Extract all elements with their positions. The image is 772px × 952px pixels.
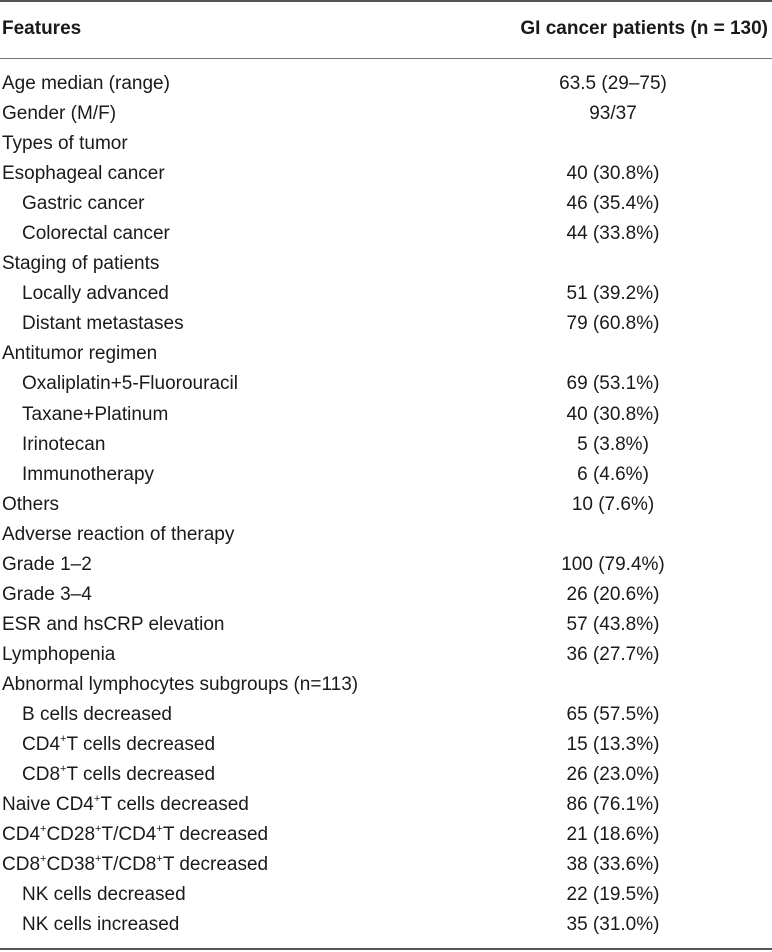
row-label: Oxaliplatin+5-Fluorouracil — [22, 373, 238, 395]
row-label: Age median (range) — [2, 73, 170, 94]
row-label: Others — [2, 493, 60, 515]
row-label: Grade 1–2 — [2, 553, 92, 575]
table-row — [0, 850, 772, 880]
row-value: 40 (30.8%) — [566, 163, 660, 185]
superscript-plus: + — [60, 762, 67, 775]
table-row — [0, 490, 772, 520]
row-value: 51 (39.2%) — [566, 283, 660, 305]
table-row — [0, 820, 772, 850]
table-row — [0, 610, 772, 640]
table-row — [0, 249, 772, 279]
table-row — [0, 219, 772, 249]
table-row — [0, 400, 772, 430]
table-row — [0, 580, 772, 610]
row-label: ESR and hsCRP elevation — [2, 613, 225, 635]
row-value: 10 (7.6%) — [571, 493, 655, 515]
row-label: Adverse reaction of therapy — [2, 523, 235, 545]
row-label: Taxane+Platinum — [22, 403, 169, 425]
row-label: Staging of patients — [2, 253, 160, 275]
header-rule — [0, 58, 772, 59]
row-value: 65 (57.5%) — [566, 703, 660, 725]
table-row — [0, 670, 772, 700]
row-label: NK cells increased — [22, 914, 180, 936]
row-label: NK cells decreased — [22, 884, 186, 906]
row-value: 93/37 — [589, 103, 637, 125]
table-row — [0, 339, 772, 369]
row-value: 35 (31.0%) — [566, 914, 660, 936]
row-label: CD8+T cells decreased — [22, 762, 216, 786]
table-row — [0, 189, 772, 219]
superscript-plus: + — [156, 822, 163, 835]
row-label: Antitumor regimen — [2, 343, 158, 365]
row-label: Gastric cancer — [22, 193, 145, 215]
row-label: Esophageal cancer — [2, 163, 165, 185]
row-value: 40 (30.8%) — [566, 403, 660, 425]
row-value: 38 (33.6%) — [566, 854, 660, 876]
table-row — [0, 159, 772, 189]
row-label: Immunotherapy — [22, 463, 155, 485]
table-row — [0, 550, 772, 580]
row-value: 15 (13.3%) — [566, 734, 660, 756]
table-row — [0, 760, 772, 790]
table-row — [0, 640, 772, 670]
table-row — [0, 520, 772, 550]
top-rule — [0, 0, 772, 2]
row-label: Types of tumor — [2, 133, 128, 155]
table-row — [0, 880, 772, 910]
row-label: Distant metastases — [22, 313, 184, 335]
table-row — [0, 910, 772, 940]
bottom-rule — [0, 948, 772, 950]
row-value: 57 (43.8%) — [566, 613, 660, 635]
row-label: Lymphopenia — [2, 643, 116, 665]
table-row — [0, 430, 772, 460]
superscript-plus: + — [93, 792, 101, 805]
row-value: 63.5 (29–75) — [559, 73, 667, 94]
row-value: 69 (53.1%) — [566, 373, 660, 395]
table-body — [0, 69, 772, 940]
row-label: Abnormal lymphocytes subgroups (n=113) — [2, 673, 359, 695]
row-label: Irinotecan — [22, 433, 106, 455]
table-row — [0, 460, 772, 490]
table-row — [0, 99, 772, 129]
row-label: Grade 3–4 — [2, 583, 92, 605]
row-label: Gender (M/F) — [2, 103, 117, 125]
row-label: Naive CD4+T cells decreased — [2, 792, 249, 816]
row-value: 5 (3.8%) — [577, 433, 649, 455]
table-row — [0, 730, 772, 760]
row-value: 100 (79.4%) — [561, 553, 665, 575]
row-value: 26 (23.0%) — [566, 764, 660, 786]
table-row — [0, 309, 772, 339]
superscript-plus: + — [95, 822, 102, 835]
row-label: CD4+CD28+T/CD4+T decreased — [2, 822, 269, 846]
table-row — [0, 129, 772, 159]
row-value: 26 (20.6%) — [566, 583, 660, 605]
header-patients: GI cancer patients (n = 130) — [520, 18, 768, 39]
superscript-plus: + — [60, 732, 67, 745]
table-row — [0, 279, 772, 309]
row-value: 21 (18.6%) — [566, 824, 660, 846]
table-row — [0, 69, 772, 99]
row-value: 86 (76.1%) — [566, 794, 660, 816]
table-row — [0, 790, 772, 820]
row-label: CD8+CD38+T/CD8+T decreased — [2, 852, 269, 876]
row-value: 36 (27.7%) — [566, 643, 660, 665]
row-label: Locally advanced — [22, 283, 169, 305]
superscript-plus: + — [40, 822, 47, 835]
superscript-plus: + — [40, 852, 47, 865]
row-label: Colorectal cancer — [22, 223, 170, 245]
row-value: 46 (35.4%) — [566, 193, 660, 215]
table-row — [0, 700, 772, 730]
table-row — [0, 369, 772, 399]
superscript-plus: + — [156, 852, 163, 865]
row-label: CD4+T cells decreased — [22, 732, 216, 756]
row-value: 44 (33.8%) — [566, 223, 660, 245]
superscript-plus: + — [95, 852, 102, 865]
row-value: 79 (60.8%) — [566, 313, 660, 335]
row-label: B cells decreased — [22, 703, 172, 725]
row-value: 22 (19.5%) — [566, 884, 660, 906]
row-value: 6 (4.6%) — [577, 463, 649, 485]
header-features: Features — [2, 18, 82, 39]
